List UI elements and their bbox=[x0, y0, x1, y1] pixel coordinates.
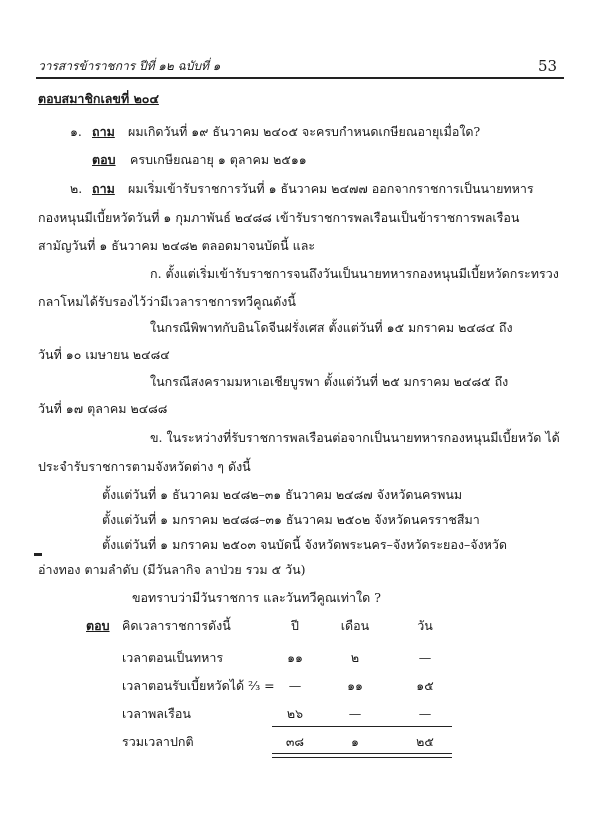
table-cell-days: — bbox=[418, 706, 432, 721]
table-row-label: เวลาพลเรือน bbox=[122, 706, 191, 721]
sum-rule bbox=[272, 726, 452, 727]
table-cell-years: ๑๑ bbox=[287, 650, 303, 665]
question-number: ๒. bbox=[70, 181, 83, 196]
table-cell-months: ๒ bbox=[350, 650, 360, 665]
table-row-label: รวมเวลาปกติ bbox=[122, 734, 194, 749]
table-row-label: เวลาตอนรับเบี้ยหวัดได้ ⅔ = bbox=[122, 678, 275, 693]
question-number: ๑. bbox=[70, 124, 82, 139]
scan-mark bbox=[34, 553, 42, 556]
table-cell-years: ๒๖ bbox=[286, 706, 304, 721]
item-b-entry: ตั้งแต่วันที่ ๑ มกราคม ๒๕๐๓ จนบัดนี้ จังหวัดพระนคร–จังหวัดระยอง–จังหวัด bbox=[102, 537, 508, 552]
question-label: ถาม bbox=[92, 181, 115, 196]
page-number: 53 bbox=[538, 57, 558, 75]
table-cell-days: ๑๕ bbox=[416, 678, 434, 693]
answer-text: ครบเกษียณอายุ ๑ ตุลาคม ๒๕๑๑ bbox=[130, 152, 307, 167]
table-cell-years: ๓๘ bbox=[285, 734, 305, 749]
question-line: สามัญวันที่ ๑ ธันวาคม ๒๔๘๒ ตลอดมาจนบัดนี้ และ bbox=[38, 238, 316, 253]
table-cell-days: — bbox=[418, 650, 432, 665]
item-b-entry: ตั้งแต่วันที่ ๑ มกราคม ๒๔๘๘–๓๑ ธันวาคม ๒๕๐๒ จังหวัดนครราชสีมา bbox=[102, 512, 480, 527]
header-rule bbox=[36, 77, 564, 79]
table-intro: คิดเวลาราชการดังนี้ bbox=[122, 618, 231, 633]
item-a-line: ก. ตั้งแต่เริ่มเข้ารับราชการจนถึงวันเป็นนายทหารกองหนุนมีเบี้ยหวัดกระทรวง bbox=[150, 266, 559, 281]
question-text: ผมเกิดวันที่ ๑๙ ธันวาคม ๒๔๐๕ จะครบกำหนดเกษียณอายุเมื่อใด? bbox=[128, 124, 481, 139]
item-b-line: ประจำรับราชการตามจังหวัดต่าง ๆ ดังนี้ bbox=[38, 459, 251, 474]
question-label: ถาม bbox=[92, 124, 115, 139]
question-text: ขอทราบว่ามีวันราชการ และวันทวีคูณเท่าใด ? bbox=[132, 590, 381, 605]
answer-label: ตอบ bbox=[86, 618, 110, 633]
item-a-entry: ในกรณีสงครามมหาเอเชียบูรพา ตั้งแต่วันที่ ๒๕ มกราคม ๒๔๘๕ ถึง bbox=[150, 374, 509, 389]
journal-header: วารสารข้าราชการ ปีที่ ๑๒ ฉบับที่ ๑ bbox=[38, 59, 221, 73]
question-line: ผมเริ่มเข้ารับราชการวันที่ ๑ ธันวาคม ๒๔๗๗ ออกจากราชการเป็นนายทหาร bbox=[128, 181, 534, 196]
answer-label: ตอบ bbox=[92, 152, 116, 167]
item-a-line: กลาโหมได้รับรองไว้ว่ามีเวลาราชการทวีคูณดังนี้ bbox=[38, 294, 296, 309]
question-line: กองหนุนมีเบี้ยหวัดวันที่ ๑ กุมภาพันธ์ ๒๔๘๘ เข้ารับราชการพลเรือนเป็นข้าราชการพลเรือน bbox=[38, 210, 520, 225]
table-row-label: เวลาตอนเป็นทหาร bbox=[122, 650, 224, 665]
column-header-days: วัน bbox=[417, 618, 433, 633]
item-b-entry: ตั้งแต่วันที่ ๑ ธันวาคม ๒๔๘๒–๓๑ ธันวาคม ๒๔๘๗ จังหวัดนครพนม bbox=[102, 487, 463, 502]
table-cell-months: ๑๑ bbox=[347, 678, 363, 693]
table-cell-years: — bbox=[288, 678, 302, 693]
table-cell-months: ๑ bbox=[351, 734, 359, 749]
item-a-entry: วันที่ ๑๗ ตุลาคม ๒๔๘๘ bbox=[38, 401, 168, 416]
column-header-years: ปี bbox=[291, 618, 299, 633]
table-cell-months: — bbox=[348, 706, 362, 721]
item-a-entry: วันที่ ๑๐ เมษายน ๒๔๘๔ bbox=[38, 347, 170, 362]
column-header-months: เดือน bbox=[340, 618, 370, 633]
item-b-line: ข. ในระหว่างที่รับราชการพลเรือนต่อจากเป็นนายทหารกองหนุนมีเบี้ยหวัด ได้ bbox=[150, 430, 560, 445]
section-title: ตอบสมาชิกเลขที่ ๒๐๔ bbox=[38, 91, 159, 106]
item-b-entry-end: อ่างทอง ตามลำดับ (มีวันลากิจ ลาป่วย รวม ๕ วัน) bbox=[38, 562, 306, 577]
total-double-rule bbox=[272, 753, 452, 758]
item-a-entry: ในกรณีพิพาทกับอินโดจีนฝรั่งเศส ตั้งแต่วันที่ ๑๕ มกราคม ๒๔๘๔ ถึง bbox=[150, 320, 513, 335]
table-cell-days: ๒๕ bbox=[416, 734, 434, 749]
